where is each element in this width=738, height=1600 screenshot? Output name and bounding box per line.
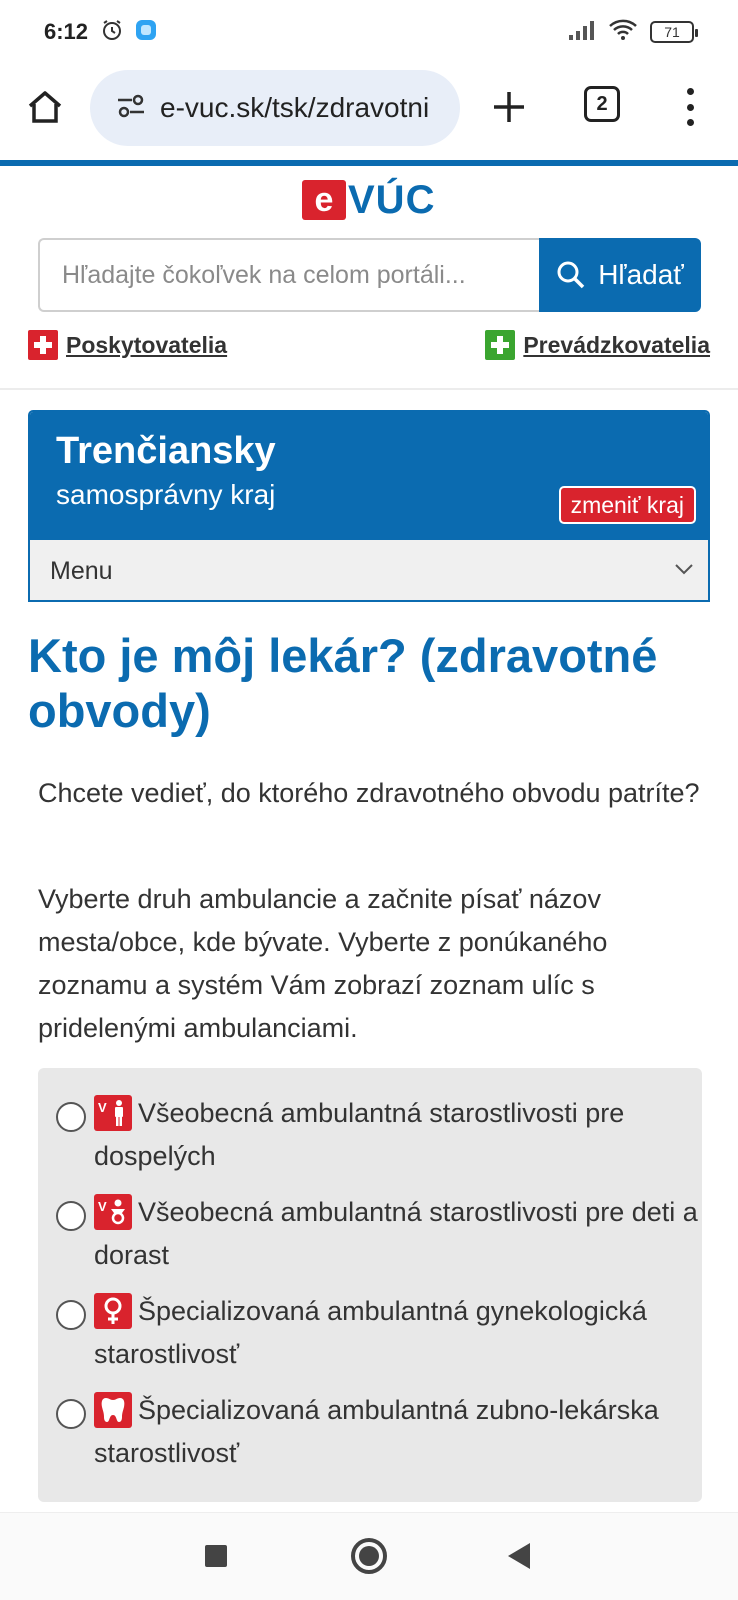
providers-link[interactable]	[28, 330, 227, 360]
region-title: Trenčiansky	[56, 430, 276, 472]
home-button[interactable]	[22, 84, 68, 130]
option-adults[interactable]	[38, 1092, 702, 1191]
provider-links	[28, 330, 710, 366]
search-button[interactable]	[539, 238, 701, 312]
system-navigation-bar	[0, 1512, 738, 1600]
option-gynecology[interactable]	[38, 1290, 702, 1389]
home-nav-button[interactable]	[351, 1538, 387, 1574]
address-bar[interactable]	[90, 70, 460, 146]
search-box	[38, 238, 540, 312]
logo-e: e	[302, 180, 346, 220]
status-bar	[0, 0, 738, 64]
green-cross-icon	[485, 330, 515, 360]
svg-text:V: V	[98, 1100, 107, 1115]
region-card	[28, 410, 710, 602]
site-settings-icon[interactable]	[116, 93, 146, 124]
option-gynecology-label: Špecializovaná ambulantná gynekologická starostlivosť	[94, 1296, 647, 1369]
menu-dropdown[interactable]	[30, 540, 708, 602]
ambulance-type-options	[38, 1068, 702, 1502]
operators-link[interactable]	[485, 330, 710, 360]
radio-button[interactable]	[56, 1201, 86, 1231]
page-top-border	[0, 160, 738, 166]
browser-toolbar	[0, 66, 738, 156]
option-dental[interactable]	[38, 1389, 702, 1488]
search-icon	[556, 260, 586, 290]
region-subtitle: samosprávny kraj	[56, 479, 276, 510]
menu-label: Menu	[50, 556, 113, 585]
status-time: 6:12	[44, 19, 89, 44]
option-children[interactable]	[38, 1191, 702, 1290]
app-notification-icon	[134, 18, 158, 47]
radio-button[interactable]	[56, 1102, 86, 1132]
alarm-icon	[100, 18, 124, 47]
chevron-down-icon	[674, 562, 694, 581]
change-region-button[interactable]: zmeniť kraj	[559, 486, 696, 524]
providers-link-label: Poskytovatelia	[66, 331, 228, 358]
svg-text:V: V	[98, 1199, 107, 1214]
region-header	[30, 412, 708, 540]
option-dental-label: Špecializovaná ambulantná zubno-lekárska starostlivosť	[94, 1395, 659, 1468]
home-icon	[25, 87, 65, 127]
browser-menu-button[interactable]	[680, 84, 700, 130]
recent-apps-button[interactable]	[205, 1545, 227, 1567]
url-text: e-vuc.sk/tsk/zdravotni	[160, 92, 430, 123]
signal-icon	[568, 19, 596, 46]
plus-icon	[492, 90, 526, 124]
intro-instructions: Vyberte druh ambulancie a začnite písať názov mesta/obce, kde bývate. Vyberte z ponúkaného zoznamu a systém Vám zobrazí zoznam ulíc s pridelenými ambulanciami.	[38, 884, 608, 1043]
radio-button[interactable]	[56, 1399, 86, 1429]
operators-link-label: Prevádzkovatelia	[523, 331, 710, 358]
search-button-label: Hľadať	[598, 259, 684, 290]
search-input[interactable]	[62, 261, 540, 290]
radio-button[interactable]	[56, 1300, 86, 1330]
tooth-icon	[94, 1392, 132, 1428]
option-children-label: Všeobecná ambulantná starostlivosti pre deti a dorast	[94, 1197, 698, 1270]
evuc-logo[interactable]	[302, 178, 435, 222]
page-title: Kto je môj lekár? (zdravotné obvody)	[28, 629, 658, 737]
option-adults-label: Všeobecná ambulantná starostlivosti pre dospelých	[94, 1098, 625, 1171]
new-tab-button[interactable]	[486, 84, 532, 130]
child-icon	[94, 1194, 132, 1230]
wifi-icon	[608, 18, 638, 47]
tab-switcher-button[interactable]: 2	[584, 86, 620, 122]
adult-icon	[94, 1095, 132, 1131]
divider	[0, 388, 738, 390]
logo-text: VÚC	[348, 177, 436, 222]
back-button[interactable]	[508, 1543, 530, 1569]
female-icon	[94, 1293, 132, 1329]
red-cross-icon	[28, 330, 58, 360]
intro-question: Chcete vedieť, do ktorého zdravotného obvodu patríte?	[38, 778, 700, 808]
battery-indicator: 71	[650, 21, 694, 43]
